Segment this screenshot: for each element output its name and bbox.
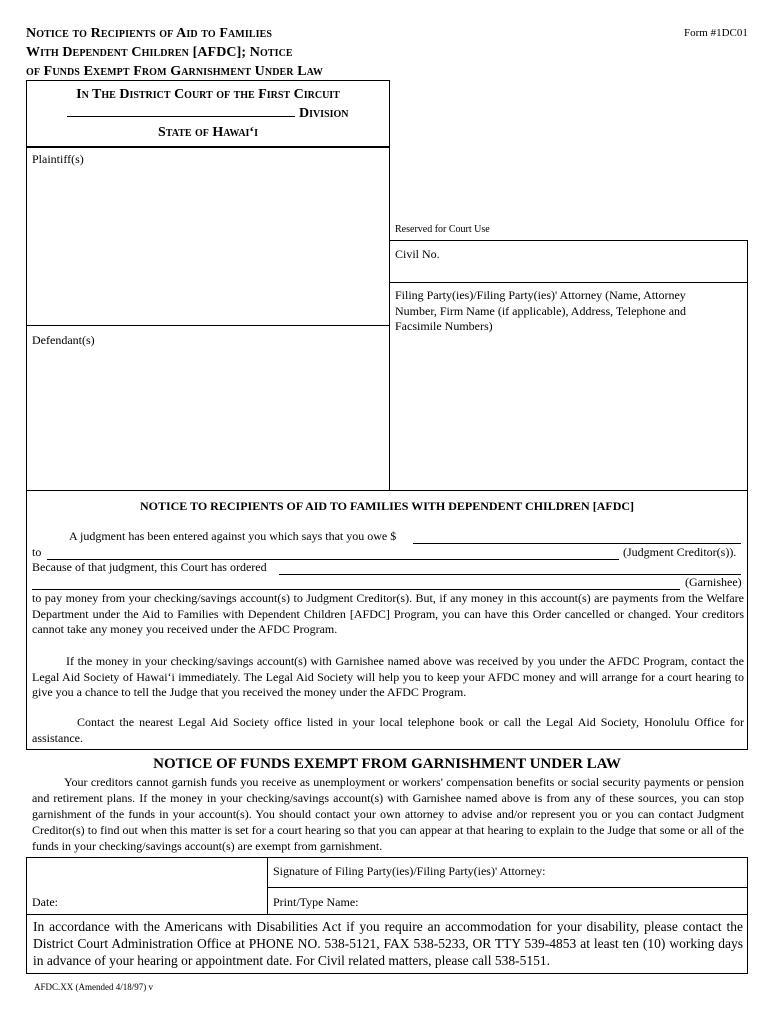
court-caption: [26, 80, 390, 148]
date-label: Date:: [32, 895, 58, 909]
afdc-notice-section: [26, 490, 748, 750]
title-line-1: Notice to Recipients of Aid to Families: [26, 26, 273, 41]
signature-rule: [267, 887, 747, 888]
afdc-paragraph-3: Contact the nearest Legal Aid Society office listed in your local telephone book or call the Legal Aid Society, Honolulu Office for assistance.: [32, 715, 744, 745]
defendant-label: Defendant(s): [32, 333, 95, 347]
court-ordered-prefix: Because of that judgment, this Court has ordered: [32, 560, 267, 574]
ada-notice: [26, 913, 748, 974]
filing-party-field[interactable]: [389, 282, 748, 490]
form-number: Form #1DC01: [684, 27, 748, 39]
court-state: State of Hawai‘i: [158, 125, 258, 140]
court-division-line: [27, 106, 389, 122]
afdc-notice-heading: NOTICE TO RECIPIENTS OF AID TO FAMILIES WITH DEPENDENT CHILDREN [AFDC]: [139, 499, 635, 513]
signature-divider: [267, 858, 268, 914]
judgment-amount-prefix: A judgment has been entered against you which says that you owe $: [69, 529, 397, 543]
court-name: In The District Court of the First Circuit: [76, 87, 340, 102]
afdc-paragraph-2: If the money in your checking/savings account(s) with Garnishee named above was received by you under the AFDC Program, contact the Legal Aid Society of Hawai‘i immediately. The Legal Aid Society will help you to keep your AFDC money and will arrange for a court hearing to give you a chance to tell the Judge that you received the money under the AFDC Program.: [32, 654, 744, 699]
division-blank[interactable]: [67, 116, 295, 117]
garnishee-blank[interactable]: [32, 577, 680, 590]
civil-no-label: Civil No.: [395, 247, 440, 261]
division-label: Division: [298, 106, 349, 121]
garnishee-label: (Garnishee): [685, 575, 742, 589]
filing-party-label: Filing Party(ies)/Filing Party(ies)' Attorney (Name, Attorney Number, Firm Name (if applicable), Address, Telephone and Facsimile Numbers): [395, 288, 687, 333]
signature-label: Signature of Filing Party(ies)/Filing Party(ies)' Attorney:: [273, 864, 546, 878]
print-name-label: Print/Type Name:: [273, 895, 359, 909]
court-ordered-blank[interactable]: [279, 562, 741, 575]
title-line-3: of Funds Exempt From Garnishment Under Law: [26, 64, 323, 79]
exempt-notice-body: Your creditors cannot garnish funds you receive as unemployment or workers' compensation benefits or social security payments or pension and retirement plans. If the money in your checking/savings account(s) with Garnishee named above is from any of these sources, you can stop garnishment of the funds in your account(s). You should contact your own attorney to advise and/or represent you or you can contact Judgment Creditor(s) to find out when this matter is set for a court hearing so that you can appear at that hearing to explain to the Judge that some or all of the funds in your checking/savings account(s) are exempt from garnishment.: [32, 775, 744, 853]
to-prefix: to: [32, 545, 42, 559]
afdc-paragraph-1: to pay money from your checking/savings account(s) to Judgment Creditor(s). But, if any money in this account(s) are payments from the Welfare Department under the Aid to Families with Dependent Children [AFDC] Program, you can have this Order cancelled or changed. Your creditors cannot take any money you received under the AFDC Program.: [32, 591, 744, 636]
signature-section: [26, 857, 748, 915]
plaintiff-label: Plaintiff(s): [32, 152, 84, 166]
judgment-creditor-blank[interactable]: [47, 547, 619, 560]
judgment-amount-blank[interactable]: [413, 531, 741, 544]
form-title: [26, 24, 323, 81]
civil-no-field[interactable]: [389, 240, 748, 283]
judgment-creditor-label: (Judgment Creditor(s)).: [623, 545, 737, 559]
form-footer: AFDC.XX (Amended 4/18/97) v: [34, 982, 153, 992]
title-line-2: With Dependent Children [AFDC]; Notice: [26, 45, 293, 60]
parties-divider: [27, 325, 389, 326]
reserved-label: Reserved for Court Use: [395, 224, 490, 235]
ada-notice-text: In accordance with the Americans with Disabilities Act if you require an accommodation for your disability, please contact the District Court Administration Office at PHONE NO. 538-5121, FAX 538-5233, OR TTY 539-4853 at least ten (10) working days in advance of your hearing or appointment date. For Civil related matters, please call 538-5151.: [33, 919, 743, 968]
parties-column: [26, 146, 390, 490]
exempt-notice-heading: NOTICE OF FUNDS EXEMPT FROM GARNISHMENT UNDER LAW: [153, 756, 621, 772]
